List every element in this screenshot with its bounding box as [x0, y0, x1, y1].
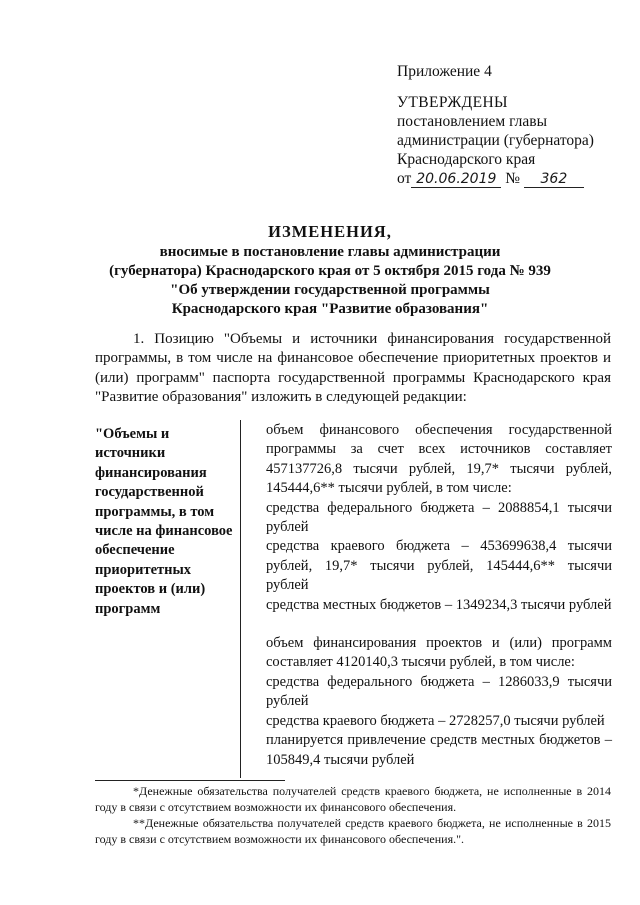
approval-line-3: Краснодарского края — [397, 151, 536, 168]
financing-local: средства местных бюджетов – 1349234,3 тысячи рублей — [266, 596, 612, 613]
footnotes — [95, 783, 611, 847]
title-line-5: Краснодарского края "Развитие образования" — [171, 301, 489, 317]
number-prefix: № — [505, 170, 520, 187]
financing-regional: средства краевого бюджета – 453699638,4 тысячи рублей, 19,7* тысячи рублей, 145444,6** тысячи рублей — [266, 538, 612, 594]
approval-title: УТВЕРЖДЕНЫ — [397, 94, 508, 111]
footnote-1: *Денежные обязательства получателей средств краевого бюджета, не исполненные в 2014 году в связи с отсутствием возможности их финансового обеспечения. — [95, 784, 611, 814]
approval-date-number-line — [397, 169, 594, 188]
spacer — [266, 615, 612, 634]
approval-line-1: постановлением главы — [397, 113, 547, 130]
financing-federal: средства федерального бюджета – 2088854,1 тысячи рублей — [266, 499, 612, 536]
appendix-label: Приложение 4 — [397, 63, 492, 80]
paragraph-1: 1. Позицию "Объемы и источники финансирования государственной программы, в том числе на финансовое обеспечение приоритетных проектов и (или) программ" паспорта государственной программы Краснодарского края "Развитие образования" изложить в следующей редакции: — [95, 331, 611, 405]
footnote-2: **Денежные обязательства получателей средств краевого бюджета, не исполненные в 2015 году в связи с отсутствием возможности их финансового обеспечения.". — [95, 816, 611, 846]
financing-intro: объем финансового обеспечения государственной программы за счет всех источников составляет 457137726,8 тысячи рублей, 19,7* тысячи рублей, 145444,6** тысячи рублей, в том числе: — [266, 422, 612, 497]
approval-line-2: администрации (губернатора) — [397, 132, 594, 149]
title-line-3: (губернатора) Краснодарского края от 5 октября 2015 года № 939 — [109, 263, 551, 279]
projects-intro: объем финансирования проектов и (или) программ составляет 4120140,3 тысячи рублей, в том числе: — [266, 635, 612, 671]
projects-local: планируется привлечение средств местных бюджетов – 105849,4 тысячи рублей — [266, 732, 612, 768]
title-line-4: "Об утверждении государственной программы — [170, 282, 490, 298]
position-value — [266, 421, 612, 770]
projects-federal: средства федерального бюджета – 1286033,9 тысячи рублей — [266, 673, 612, 710]
footnote-separator — [95, 780, 285, 781]
column-divider — [240, 420, 241, 778]
document-title — [95, 222, 565, 319]
position-label: "Объемы и источники финансирования государственной программы, в том числе на финансовое обеспечение приоритетных проектов и (или) программ — [95, 426, 233, 617]
title-line-2: вносимые в постановление главы администрации — [159, 244, 501, 260]
approval-stamp — [397, 62, 594, 188]
handwritten-number: 362 — [524, 171, 584, 188]
projects-regional: средства краевого бюджета – 2728257,0 тысячи рублей — [266, 712, 605, 729]
title-line-1: ИЗМЕНЕНИЯ, — [268, 222, 392, 241]
handwritten-date: 20.06.2019 — [411, 171, 501, 188]
date-prefix: от — [397, 170, 412, 187]
